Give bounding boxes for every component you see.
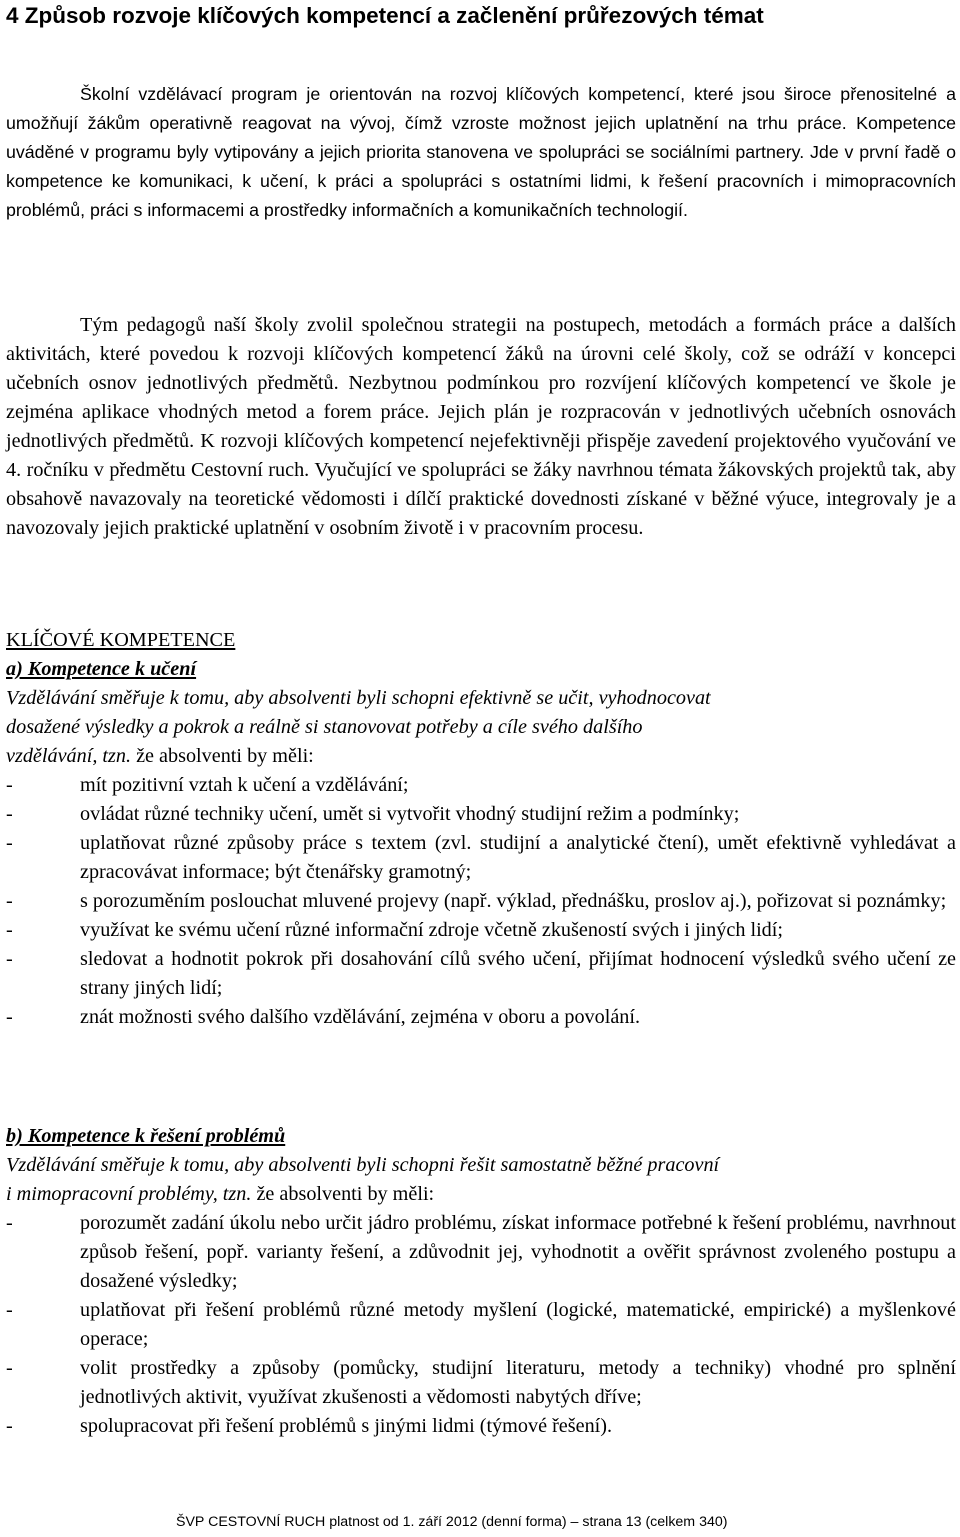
key-competences-title: KLÍČOVÉ KOMPETENCE: [6, 629, 236, 651]
dash-bullet: -: [6, 832, 13, 854]
list-item: [6, 916, 956, 945]
list-item: [6, 1296, 956, 1354]
list-item: [6, 887, 956, 916]
dash-bullet: -: [6, 1212, 13, 1234]
list-item: [6, 1412, 956, 1441]
list-item-text: ovládat různé techniky učení, umět si vytvořit vhodný studijní režim a podmínky;: [80, 803, 740, 825]
page-footer: ŠVP CESTOVNÍ RUCH platnost od 1. září 2012 (denní forma) – strana 13 (celkem 340): [176, 1514, 728, 1530]
dash-bullet: -: [6, 1415, 13, 1437]
section-b: [6, 1122, 956, 1441]
dash-bullet: -: [6, 1357, 13, 1379]
page-heading: 4 Způsob rozvoje klíčových kompetencí a začlenění průřezových témat: [6, 3, 764, 28]
list-item-text: volit prostředky a způsoby (pomůcky, studijní literaturu, metody a techniky) vhodné pro splnění jednotlivých aktivit, využívat zkušenosti a vědomosti nabytých dříve;: [80, 1357, 956, 1408]
list-item-text: využívat ke svému učení různé informační zdroje včetně zkušeností svých i jiných lidí;: [80, 919, 783, 941]
list-item-text: uplatňovat při řešení problémů různé metody myšlení (logické, matematické, empirické) a myšlenkové operace;: [80, 1299, 956, 1350]
section-b-list: [6, 1209, 956, 1441]
list-item: [6, 1354, 956, 1412]
section-a-intro-line-1: Vzdělávání směřuje k tomu, aby absolventi byli schopni efektivně se učit, vyhodnocovat: [6, 687, 711, 709]
section-a-intro-line-3: [6, 742, 956, 771]
section-b-intro-line-2: [6, 1180, 956, 1209]
list-item-text: uplatňovat různé způsoby práce s textem (zvl. studijní a analytické čtení), umět efektivně vyhledávat a zpracovávat informace; být čtenářsky gramotný;: [80, 832, 956, 883]
section-a-list: [6, 771, 956, 1032]
list-item: [6, 800, 956, 829]
list-item: [6, 771, 956, 800]
list-item-text: s porozuměním poslouchat mluvené projevy (např. výklad, přednášku, proslov aj.), pořizovat si poznámky;: [80, 890, 947, 912]
dash-bullet: -: [6, 1299, 13, 1321]
section-b-intro-plain: že absolventi by měli:: [251, 1183, 435, 1205]
list-item: [6, 829, 956, 887]
list-item-text: znát možnosti svého dalšího vzdělávání, zejména v oboru a povolání.: [80, 1006, 641, 1028]
dash-bullet: -: [6, 890, 13, 912]
section-b-intro-italic: i mimopracovní problémy, tzn.: [6, 1183, 252, 1205]
section-a-intro-line-2: dosažené výsledky a pokrok a reálně si stanovovat potřeby a cíle svého dalšího: [6, 716, 643, 738]
list-item: [6, 1003, 956, 1032]
dash-bullet: -: [6, 948, 13, 970]
dash-bullet: -: [6, 1006, 13, 1028]
team-paragraph: Tým pedagogů naší školy zvolil společnou strategii na postupech, metodách a formách práce a dalších aktivitách, které povedou k rozvoji klíčových kompetencí žáků na úrovni celé školy, což se odráží v koncepci učebních osnov jednotlivých předmětů. Nezbytnou podmínkou pro rozvíjení klíčových kompetencí ve škole je zejména aplikace vhodných metod a forem práce. Jejich plán je rozpracován v jednotlivých učebních osnovách jednotlivých předmětů. K rozvoji klíčových kompetencí nejefektivněji přispěje zavedení projektového vyučování ve 4. ročníku v předmětu Cestovní ruch. Vyučující ve spolupráci se žáky navrhnou témata žákovských projektů tak, aby obsahově navazovaly na teoretické vědomosti i dílčí praktické dovednosti získané v běžné výuce, integrovaly je a navozovaly jejich praktické uplatnění v osobním životě i v pracovním procesu.: [6, 314, 956, 539]
list-item: [6, 945, 956, 1003]
list-item: [6, 1209, 956, 1296]
section-a-title: a) Kompetence k učení: [6, 658, 197, 680]
section-a-intro-italic: vzdělávání, tzn.: [6, 745, 132, 767]
dash-bullet: -: [6, 803, 13, 825]
intro-section: [6, 80, 956, 225]
team-section: [6, 311, 956, 543]
dash-bullet: -: [6, 774, 13, 796]
list-item-text: spolupracovat při řešení problémů s jinými lidmi (týmové řešení).: [80, 1415, 613, 1437]
section-a: [6, 626, 956, 1032]
list-item-text: porozumět zadání úkolu nebo určit jádro problému, získat informace potřebné k řešení problému, navrhnout způsob řešení, popř. varianty řešení, a zdůvodnit jej, vyhodnotit a ověřit správnost zvoleného postupu a dosažené výsledky;: [80, 1212, 956, 1292]
section-b-title: b) Kompetence k řešení problémů: [6, 1125, 286, 1147]
list-item-text: mít pozitivní vztah k učení a vzdělávání;: [80, 774, 409, 796]
list-item-text: sledovat a hodnotit pokrok při dosahování cílů svého učení, přijímat hodnocení výsledků svého učení ze strany jiných lidí;: [80, 948, 956, 999]
intro-paragraph: Školní vzdělávací program je orientován na rozvoj klíčových kompetencí, které jsou široce přenositelné a umožňují žákům operativně reagovat na vývoj, čímž vzroste možnost jejich uplatnění na trhu práce. Kompetence uváděné v programu byly vytipovány a jejich priorita stanovena ve spolupráci se sociálními partnery. Jde v první řadě o kompetence ke komunikaci, k učení, k práci a spolupráci s ostatními lidmi, k řešení pracovních i mimopracovních problémů, práci s informacemi a prostředky informačních a komunikačních technologií.: [6, 84, 956, 220]
section-a-intro-plain: že absolventi by měli:: [131, 745, 314, 767]
dash-bullet: -: [6, 919, 13, 941]
section-b-intro-line-1: Vzdělávání směřuje k tomu, aby absolventi byli schopni řešit samostatně běžné pracovní: [6, 1154, 720, 1176]
